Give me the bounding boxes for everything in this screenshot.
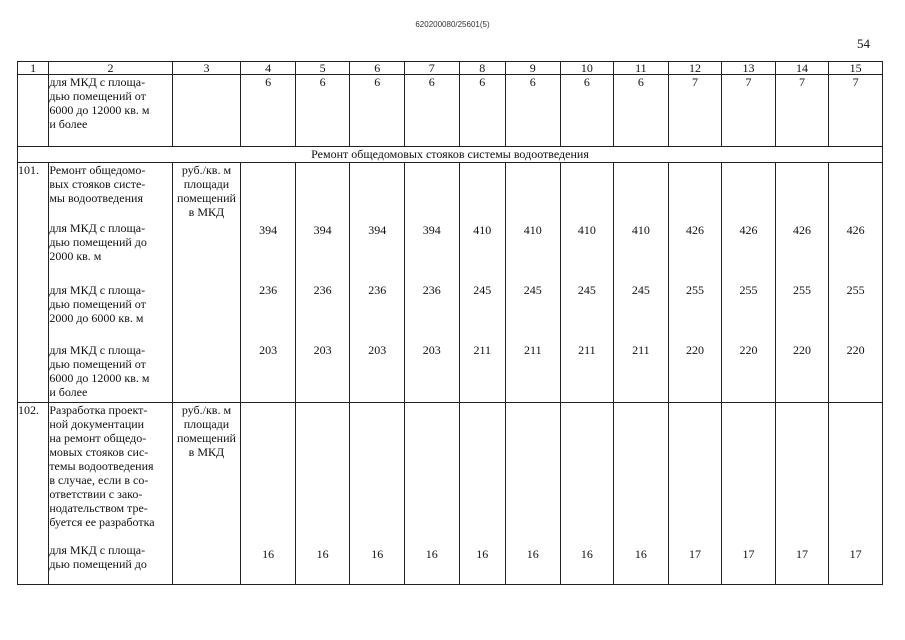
table-row (18, 163, 883, 281)
value-cell: 211 (560, 341, 614, 403)
value-cell: 245 (459, 281, 505, 341)
row-number (18, 341, 49, 403)
table-row (18, 75, 883, 147)
value-cell: 394 (241, 163, 296, 281)
column-number: 11 (614, 62, 669, 75)
column-number: 5 (295, 62, 350, 75)
value-cell: 220 (775, 341, 829, 403)
value-cell: 6 (241, 75, 296, 147)
page-number: 54 (857, 36, 870, 51)
value-cell: 255 (722, 281, 776, 341)
value-cell: 203 (295, 341, 350, 403)
value-cell: 16 (560, 403, 614, 585)
value-cell: 394 (295, 163, 350, 281)
value-cell: 211 (506, 341, 561, 403)
value-cell: 17 (668, 403, 722, 585)
value-cell: 16 (614, 403, 669, 585)
value-cell: 394 (350, 163, 405, 281)
value-cell: 16 (241, 403, 296, 585)
column-number: 13 (722, 62, 776, 75)
value-cell: 203 (350, 341, 405, 403)
value-cell: 410 (459, 163, 505, 281)
column-number: 9 (506, 62, 561, 75)
row-number (18, 281, 49, 341)
value-cell: 6 (506, 75, 561, 147)
value-cell: 16 (350, 403, 405, 585)
column-number: 15 (829, 62, 883, 75)
value-cell: 236 (350, 281, 405, 341)
item-title-text: Ремонт общедомо- вых стояков систе- мы водоотведения (49, 163, 146, 205)
unit-cell: руб./кв. м площади помещений в МКД (172, 403, 241, 585)
column-number-row (18, 62, 883, 75)
row-label: для МКД с площа- дью помещений от 6000 до 12000 кв. м и более (49, 75, 172, 147)
value-cell: 16 (506, 403, 561, 585)
column-number: 10 (560, 62, 614, 75)
table-row (18, 341, 883, 403)
column-number: 4 (241, 62, 296, 75)
value-cell: 236 (241, 281, 296, 341)
row-label: для МКД с площа- дью помещений от 6000 до 12000 кв. м и более (49, 341, 172, 403)
value-cell: 203 (404, 341, 459, 403)
value-cell: 17 (829, 403, 883, 585)
value-cell: 410 (560, 163, 614, 281)
value-cell: 6 (350, 75, 405, 147)
document-id: 620200080/25601(5) (415, 20, 490, 29)
item-title (49, 163, 172, 281)
value-cell: 6 (614, 75, 669, 147)
value-cell: 211 (614, 341, 669, 403)
value-cell: 255 (829, 281, 883, 341)
unit-cell (172, 281, 241, 341)
value-cell: 255 (668, 281, 722, 341)
column-number: 1 (18, 62, 49, 75)
value-cell: 7 (668, 75, 722, 147)
value-cell: 410 (506, 163, 561, 281)
value-cell: 426 (829, 163, 883, 281)
row-label: для МКД с площа- дью помещений от 2000 до 6000 кв. м (49, 281, 172, 341)
table-row (18, 281, 883, 341)
value-cell: 6 (459, 75, 505, 147)
value-cell: 426 (668, 163, 722, 281)
value-cell: 255 (775, 281, 829, 341)
unit-cell (172, 341, 241, 403)
column-number: 7 (404, 62, 459, 75)
section-title-row (18, 147, 883, 163)
value-cell: 6 (295, 75, 350, 147)
value-cell: 236 (404, 281, 459, 341)
table-body (18, 62, 883, 585)
unit-cell: руб./кв. м площади помещений в МКД (172, 163, 241, 281)
value-cell: 426 (722, 163, 776, 281)
value-cell: 17 (722, 403, 776, 585)
value-cell: 7 (829, 75, 883, 147)
unit-cell (172, 75, 241, 147)
value-cell: 7 (722, 75, 776, 147)
value-cell: 17 (775, 403, 829, 585)
value-cell: 6 (560, 75, 614, 147)
value-cell: 394 (404, 163, 459, 281)
value-cell: 203 (241, 341, 296, 403)
value-cell: 220 (829, 341, 883, 403)
column-number: 14 (775, 62, 829, 75)
value-cell: 16 (295, 403, 350, 585)
column-number: 8 (459, 62, 505, 75)
item-title-text: Разработка проект- ной документации на ремонт общедо- мовых стояков сис- темы водоотведения в случае, если в со- ответствии с зако- нодательством тре- буется ее разработка (49, 403, 155, 529)
row-label: для МКД с площа- дью помещений до (49, 543, 147, 571)
column-number: 3 (172, 62, 241, 75)
value-cell: 220 (668, 341, 722, 403)
value-cell: 236 (295, 281, 350, 341)
item-title (49, 403, 172, 585)
table-row (18, 403, 883, 585)
value-cell: 245 (506, 281, 561, 341)
value-cell: 410 (614, 163, 669, 281)
column-number: 12 (668, 62, 722, 75)
item-number: 102. (18, 403, 49, 585)
row-number (18, 75, 49, 147)
value-cell: 220 (722, 341, 776, 403)
value-cell: 245 (614, 281, 669, 341)
column-number: 6 (350, 62, 405, 75)
row-label: для МКД с площа- дью помещений до 2000 кв. м (49, 221, 147, 263)
item-number: 101. (18, 163, 49, 281)
value-cell: 6 (404, 75, 459, 147)
section-title: Ремонт общедомовых стояков системы водоотведения (18, 147, 883, 163)
column-number: 2 (49, 62, 172, 75)
value-cell: 211 (459, 341, 505, 403)
tariff-table (17, 61, 883, 585)
value-cell: 245 (560, 281, 614, 341)
value-cell: 426 (775, 163, 829, 281)
value-cell: 7 (775, 75, 829, 147)
value-cell: 16 (459, 403, 505, 585)
value-cell: 16 (404, 403, 459, 585)
